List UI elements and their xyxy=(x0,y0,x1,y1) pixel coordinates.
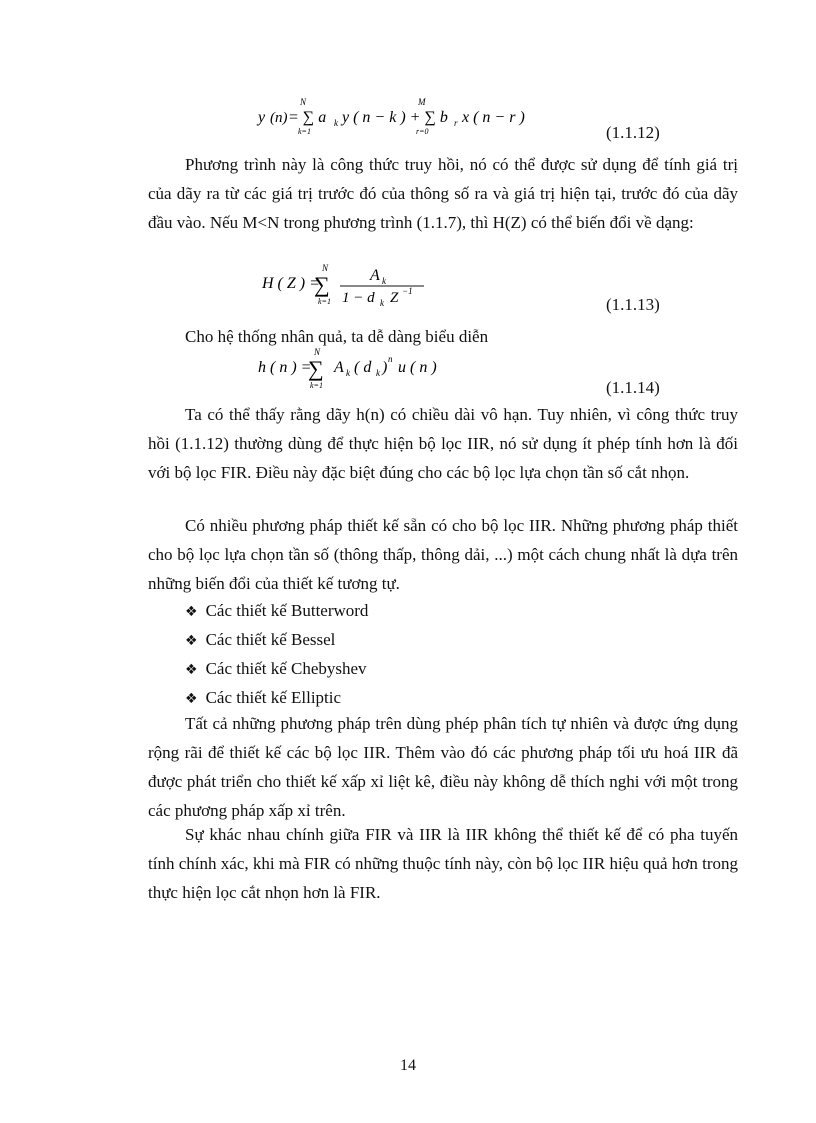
eq13-den-tail: Z xyxy=(390,290,399,306)
equation-1-1-14-svg xyxy=(258,348,458,390)
list-item xyxy=(185,654,368,683)
eq12-lhs: y xyxy=(258,109,266,126)
equation-1-1-12-svg xyxy=(258,96,525,136)
eq12-terms: y ( n − k ) + ∑ b xyxy=(342,109,448,126)
paragraph-2: Cho hệ thống nhân quả, ta dễ dàng biểu diễn xyxy=(185,327,489,346)
list-item xyxy=(185,596,368,625)
eq14-sup: n xyxy=(388,354,393,364)
equation-1-1-13-svg xyxy=(262,262,442,310)
eq14-paren: ( d xyxy=(354,359,372,376)
list-item xyxy=(185,625,368,654)
eq12-sub-r: r xyxy=(454,118,458,128)
diamond-bullet-icon: ❖ xyxy=(185,633,198,649)
diamond-bullet-icon: ❖ xyxy=(185,662,198,678)
eq13-num-sub: k xyxy=(382,276,386,286)
equation-1-1-13 xyxy=(262,262,442,315)
eq12-sub-k: k xyxy=(334,118,338,128)
eq13-den-sup: −1 xyxy=(402,286,413,296)
paragraph-6: Sự khác nhau chính giữa FIR và IIR là IIR không thể thiết kế để có pha tuyến tính chính xác, khi mà FIR có những thuộc tính này, còn bộ lọc IIR hiệu quả hơn trong thực hiện lọc cắt nhọn hơn là FIR. xyxy=(148,825,738,902)
eq12-lower1: k=1 xyxy=(298,127,311,136)
paragraph-4: Có nhiều phương pháp thiết kế sẵn có cho bộ lọc IIR. Những phương pháp thiết cho bộ lọc lựa chọn tần số (thông thấp, thông dải, ...) một cách chung nhất là dựa trên những biến đổi của thiết kế tương tự. xyxy=(148,516,738,593)
diamond-bullet-icon: ❖ xyxy=(185,691,198,707)
eq12-upper2: M xyxy=(418,97,426,107)
eq13-lhs: H ( Z ) = xyxy=(262,275,320,292)
equation-number-1-1-12: (1.1.12) xyxy=(606,123,660,142)
design-methods-list xyxy=(185,596,368,712)
paragraph-1: Phương trình này là công thức truy hồi, nó có thể được sử dụng để tính giá trị của dãy ra từ các giá trị trước đó của thông số ra và giá trị hiện tại, trước đó của dãy đầu vào. Nếu M<N trong phương trình (1.1.7), thì H(Z) có thể biến đổi về dạng: xyxy=(148,155,738,232)
eq14-upper: N xyxy=(314,347,321,357)
eq14-paren-sub: k xyxy=(376,368,380,378)
page-number: 14 xyxy=(400,1057,416,1074)
paragraph-5: Tất cả những phương pháp trên dùng phép phân tích tự nhiên và được ứng dụng rộng rãi để thiết kế các bộ lọc IIR. Thêm vào đó các phương pháp tối ưu hoá IIR đã được phát triển cho thiết kế xấp xỉ liệt kê, điều này không dễ thích nghi với một trong các phương pháp xấp xỉ trên. xyxy=(148,714,738,820)
eq14-term: A xyxy=(334,359,344,376)
list-item xyxy=(185,683,368,712)
eq13-numerator: A xyxy=(370,267,380,284)
eq14-paren-close: ) xyxy=(382,359,388,376)
equation-number-1-1-14: (1.1.14) xyxy=(606,378,660,397)
eq12-arg: (n) xyxy=(270,110,288,126)
eq12-upper1: N xyxy=(300,97,307,107)
eq13-denominator: 1 − d xyxy=(342,290,375,306)
eq13-upper: N xyxy=(322,263,329,273)
equation-1-1-12 xyxy=(258,96,525,141)
diamond-bullet-icon: ❖ xyxy=(185,604,198,620)
eq12-body: = ∑ a xyxy=(288,109,327,126)
eq14-sigma: ∑ xyxy=(308,356,324,381)
eq13-sigma: ∑ xyxy=(314,272,330,297)
equation-1-1-14 xyxy=(258,348,458,395)
eq14-lhs: h ( n ) = xyxy=(258,359,312,376)
eq14-term-sub: k xyxy=(346,368,350,378)
list-item-label: Các thiết kế Butterword xyxy=(205,601,369,620)
list-item-label: Các thiết kế Bessel xyxy=(205,630,336,649)
paragraph-3: Ta có thể thấy rằng dãy h(n) có chiều dài vô hạn. Tuy nhiên, vì công thức truy hồi (1.1.12) thường dùng để thực hiện bộ lọc IIR, nó sử dụng ít phép tính hơn là đối với bộ lọc FIR. Điều này đặc biệt đúng cho các bộ lọc lựa chọn tần số cắt nhọn. xyxy=(148,405,738,482)
equation-number-1-1-13: (1.1.13) xyxy=(606,295,660,314)
eq12-lower2: r=0 xyxy=(416,127,429,136)
eq13-den-sub: k xyxy=(380,298,384,308)
eq14-lower: k=1 xyxy=(310,381,323,390)
eq14-tail: u ( n ) xyxy=(398,359,437,376)
list-item-label: Các thiết kế Elliptic xyxy=(205,688,342,707)
eq13-lower: k=1 xyxy=(318,297,331,306)
list-item-label: Các thiết kế Chebyshev xyxy=(205,659,367,678)
eq12-tail: x ( n − r ) xyxy=(462,109,525,126)
